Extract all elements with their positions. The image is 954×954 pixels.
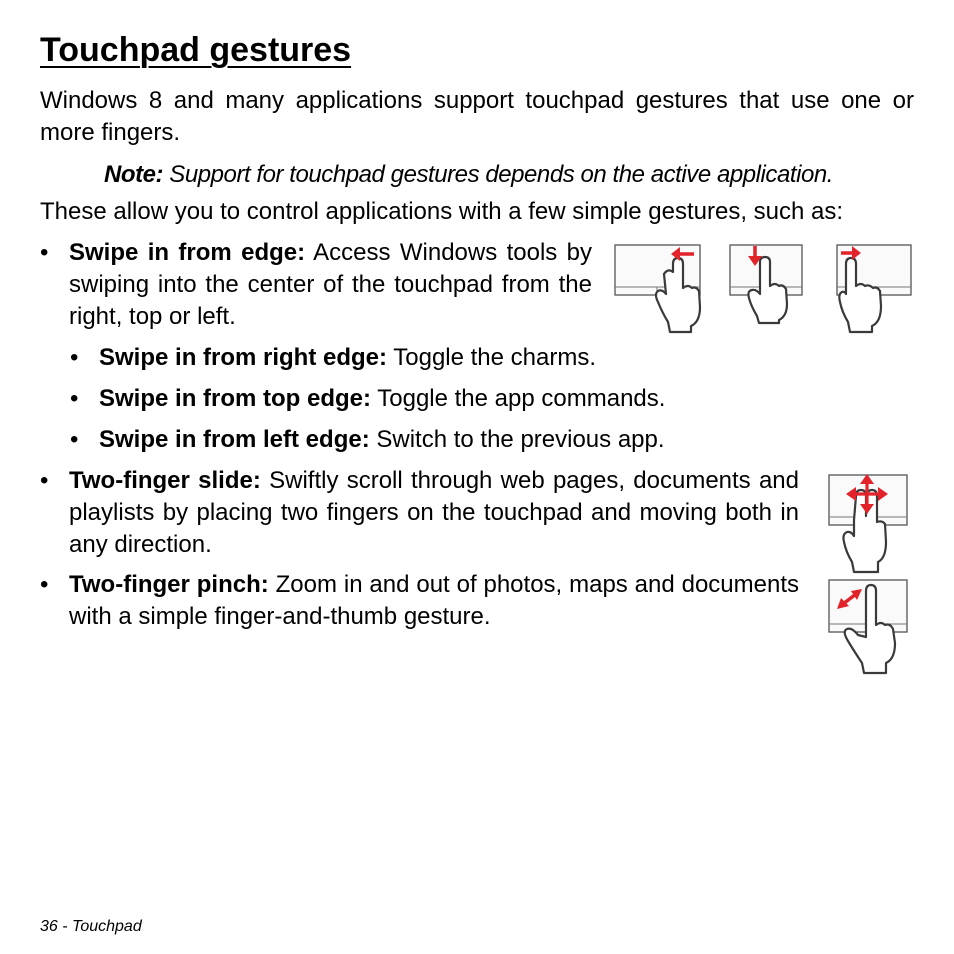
sub-bullet-marker: •	[70, 385, 79, 412]
page-title: Touchpad gestures	[40, 31, 352, 69]
note-label: Note:	[104, 161, 164, 188]
intro-paragraph: Windows 8 and many applications support touchpad gestures that use one or more fingers.	[40, 87, 914, 146]
sub-bullet-marker: •	[70, 426, 79, 453]
sub-item-text: Toggle the app commands.	[371, 385, 666, 412]
list-item-two-finger-pinch	[69, 569, 799, 633]
sub-bullet-marker: •	[70, 344, 79, 371]
sub-item-term: Swipe in from top edge:	[99, 385, 372, 412]
item-text: Zoom in and out of photos, maps and documents with a simple finger-and-thumb gesture.	[69, 571, 799, 630]
two-finger-pinch-icon	[826, 577, 910, 677]
bullet-marker: •	[40, 467, 49, 494]
sub-item-right-edge	[99, 342, 596, 374]
item-term: Swipe in from edge:	[69, 239, 306, 266]
sub-item-text: Toggle the charms.	[387, 344, 597, 371]
swipe-top-edge-icon	[727, 242, 807, 326]
bullet-marker: •	[40, 571, 49, 598]
sub-item-text: Switch to the previous app.	[369, 426, 665, 453]
page-footer: 36 - Touchpad	[40, 918, 142, 935]
note-paragraph	[104, 159, 934, 191]
lead-paragraph: These allow you to control applications with a few simple gestures, such as:	[40, 198, 844, 225]
sub-item-term: Swipe in from left edge:	[99, 426, 370, 453]
sub-item-top-edge	[99, 383, 665, 415]
item-text: Swiftly scroll through web pages, documents and playlists by placing two fingers on the touchpad and moving both in any direction.	[69, 467, 799, 558]
sub-item-left-edge	[99, 424, 665, 456]
list-item-swipe-edge	[69, 237, 592, 333]
list-item-two-finger-slide	[69, 465, 799, 561]
swipe-right-edge-icon	[612, 242, 712, 334]
two-finger-slide-icon	[826, 472, 910, 576]
item-text: Access Windows tools by swiping into the center of the touchpad from the right, top or left.	[69, 239, 592, 330]
bullet-marker: •	[40, 239, 49, 266]
swipe-left-edge-icon	[834, 242, 916, 334]
item-term: Two-finger pinch:	[69, 571, 269, 598]
sub-item-term: Swipe in from right edge:	[99, 344, 388, 371]
note-text: Support for touchpad gestures depends on the active application.	[163, 161, 833, 188]
item-term: Two-finger slide:	[69, 467, 261, 494]
